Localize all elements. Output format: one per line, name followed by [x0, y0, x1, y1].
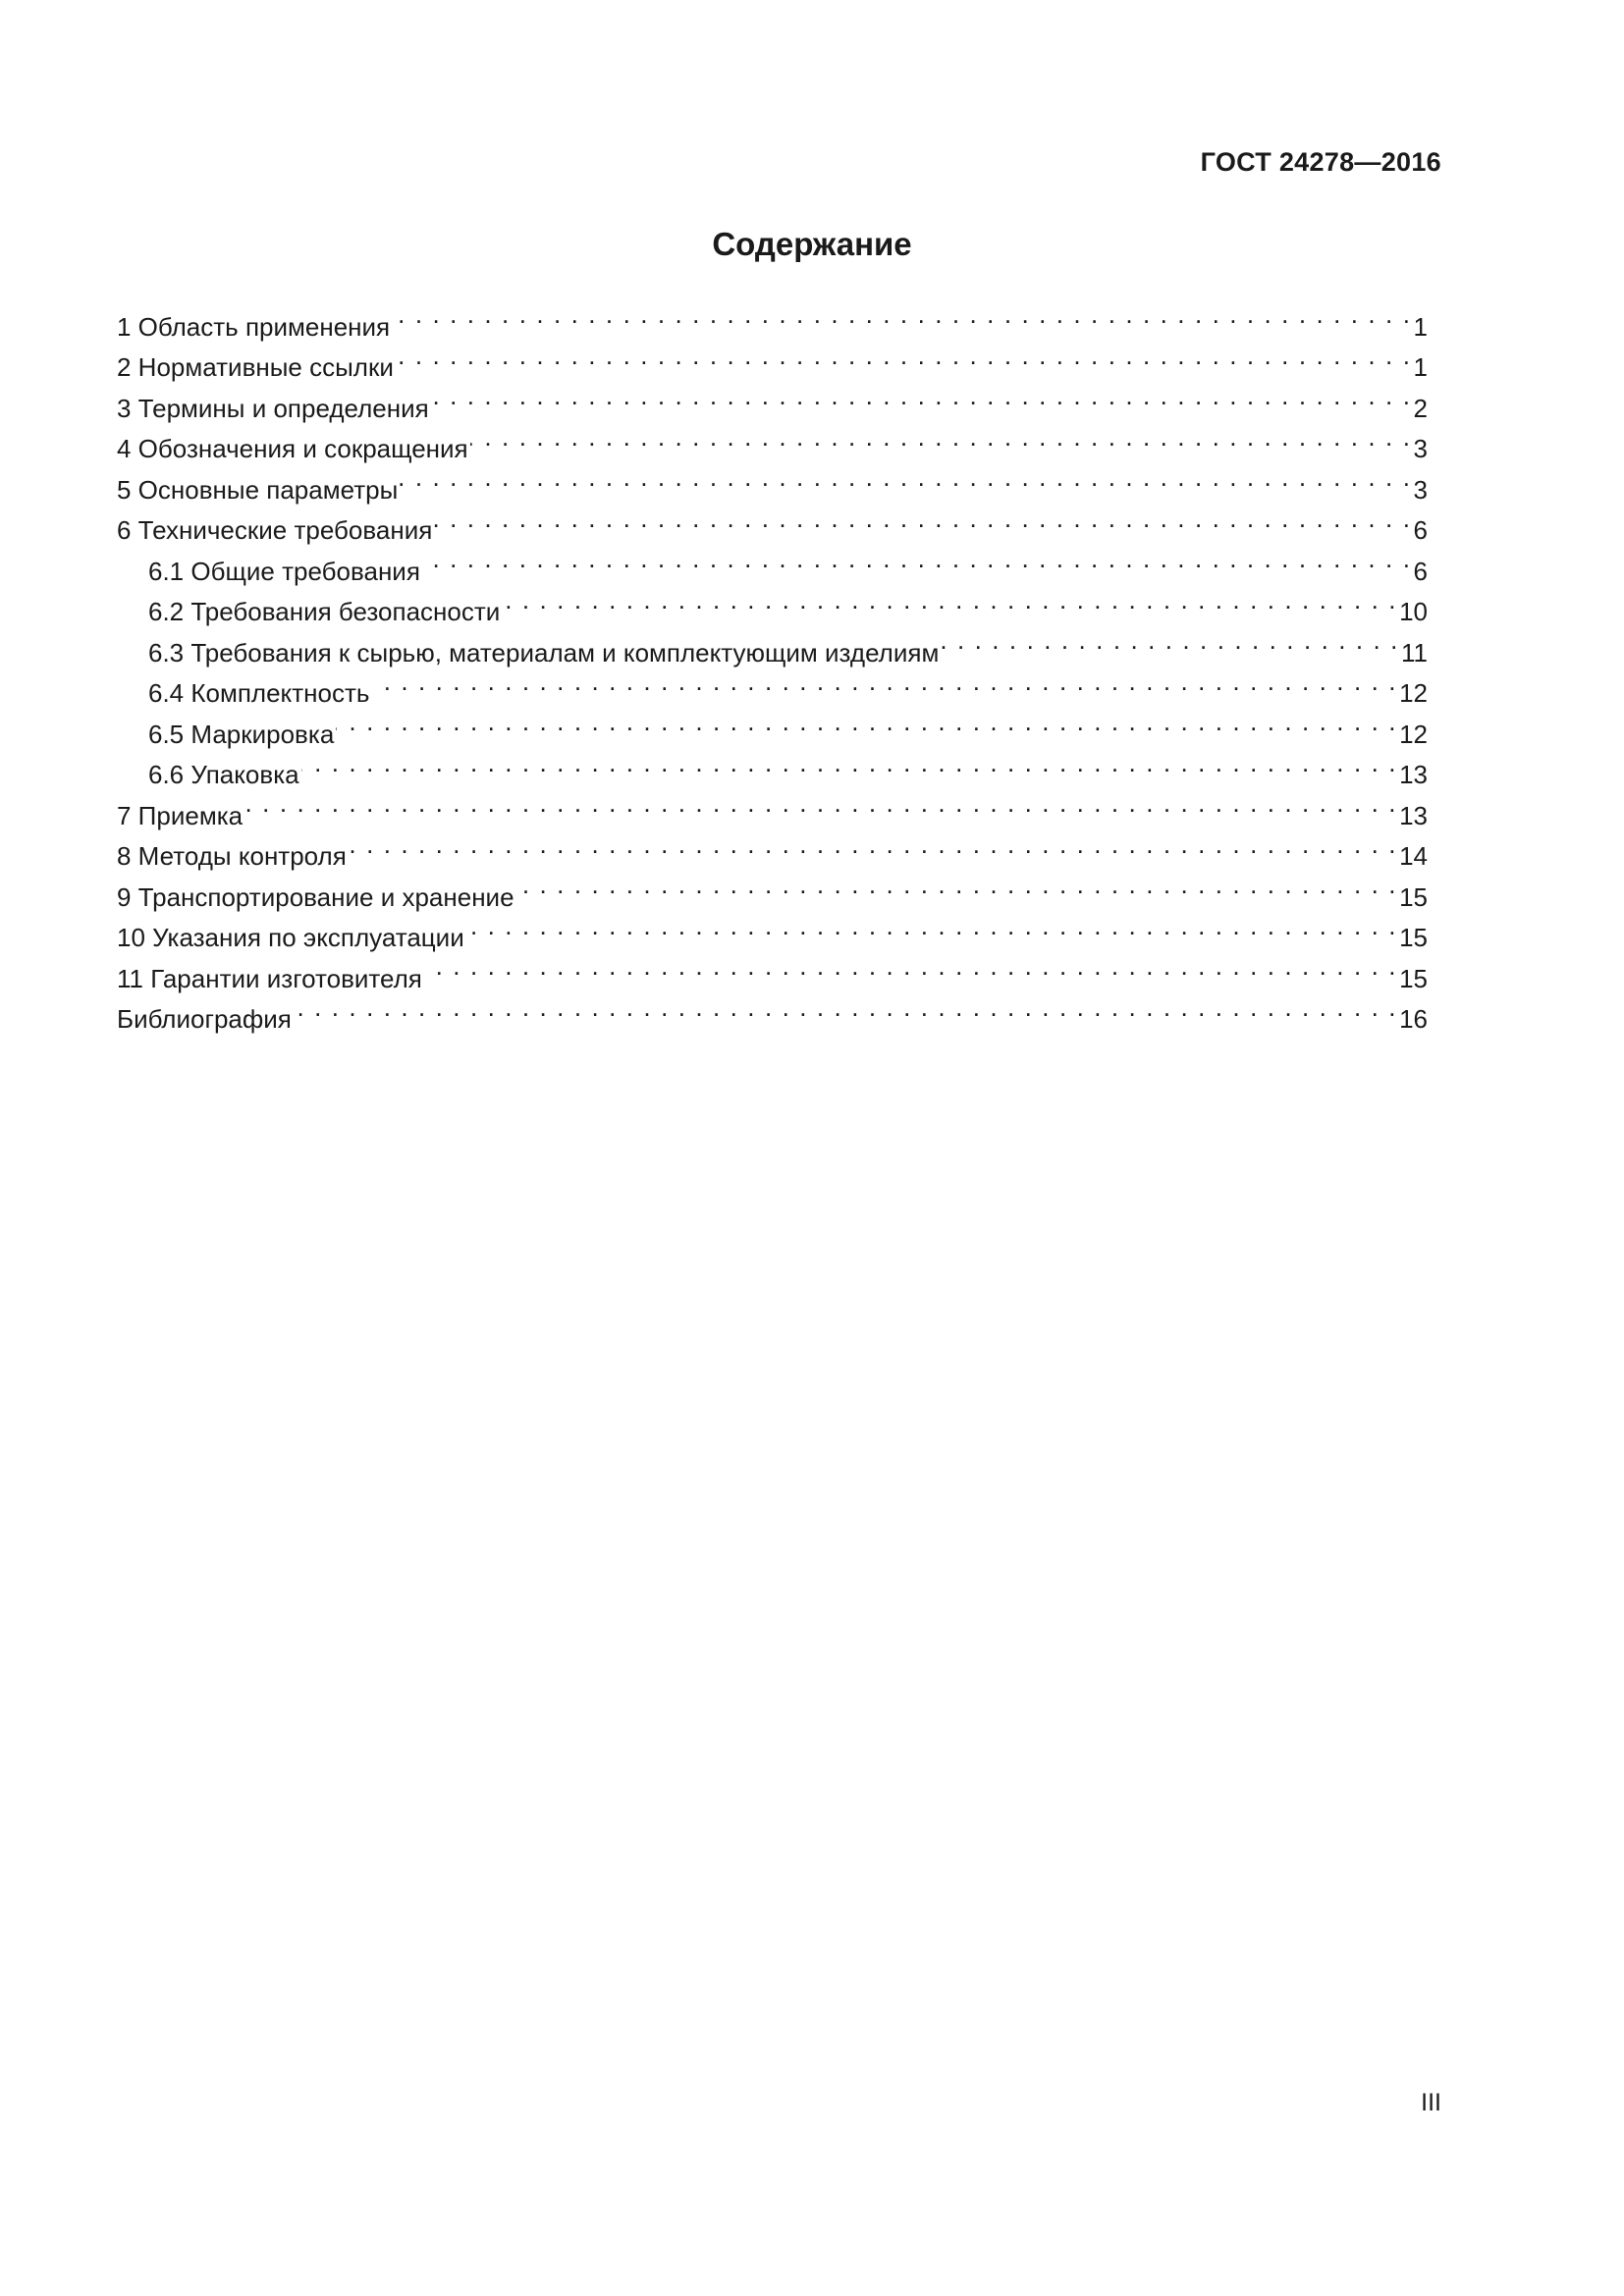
toc-entry[interactable] [117, 294, 1428, 342]
toc-entry-page: 11 [1401, 637, 1428, 667]
toc-entry-label: 11 Гарантии изготовителя [117, 963, 422, 993]
toc-entry-label: 4 Обозначения и сокращения [117, 434, 468, 463]
toc-entry-label: 6.2 Требования безопасности [148, 597, 501, 626]
toc-leader-dots [349, 825, 1397, 866]
toc-entry-page: 12 [1399, 678, 1428, 708]
toc-leader-dots [424, 946, 1397, 988]
toc-entry-label: 6.4 Комплектность [148, 678, 370, 708]
toc-entry-label: 10 Указания по эксплуатации [117, 923, 464, 952]
toc-leader-dots [466, 906, 1397, 947]
toc-entry-page: 13 [1399, 760, 1428, 789]
toc-entry-label: 6.5 Маркировка [148, 719, 335, 749]
toc-entry-page: 10 [1399, 597, 1428, 626]
toc-leader-dots [434, 499, 1411, 540]
toc-leader-dots [301, 743, 1397, 784]
toc-leader-dots [941, 620, 1399, 662]
toc-leader-dots [392, 294, 1411, 336]
toc-entry-label: 9 Транспортирование и хранение [117, 881, 514, 912]
toc-entry-page: 15 [1399, 923, 1428, 952]
toc-entry-page: 1 [1413, 311, 1428, 342]
toc-entry-label: 2 Нормативные ссылки [117, 352, 394, 382]
toc-leader-dots [244, 783, 1397, 825]
standard-designation: ГОСТ 24278—2016 [1200, 147, 1441, 177]
toc-entry-label: Библиография [117, 1004, 292, 1034]
toc-entry-label: 7 Приемка [117, 800, 244, 830]
toc-entry-page: 13 [1399, 800, 1428, 830]
toc-title: Содержание [712, 226, 912, 262]
toc-leader-dots [516, 865, 1398, 906]
toc-entry-label: 6.3 Требования к сырью, материалам и комплектующим изделиям [148, 637, 940, 667]
table-of-contents [117, 294, 1428, 1034]
toc-entry[interactable] [117, 825, 1428, 871]
toc-entry-page: 16 [1399, 1004, 1428, 1034]
toc-entry[interactable] [117, 988, 1428, 1034]
toc-entry-label: 5 Основные параметры [117, 474, 399, 505]
toc-leader-dots [470, 417, 1412, 458]
toc-entry-page: 15 [1399, 881, 1428, 912]
toc-entry-page: 2 [1413, 393, 1428, 423]
toc-entry-page: 6 [1413, 515, 1428, 545]
toc-entry-label: 8 Методы контроля [117, 841, 347, 871]
toc-entry-label: 3 Термины и определения [117, 393, 429, 423]
toc-leader-dots [502, 580, 1397, 621]
toc-entry-label: 6.1 Общие требования [148, 556, 420, 586]
toc-leader-dots [294, 988, 1397, 1029]
toc-entry[interactable] [117, 783, 1428, 830]
toc-entry-page: 14 [1399, 841, 1428, 871]
toc-leader-dots [396, 336, 1412, 377]
toc-entry-label: 6 Технические требования [117, 515, 433, 545]
toc-entry-page: 15 [1399, 963, 1428, 993]
toc-leader-dots [336, 702, 1397, 743]
toc-entry-label: 6.6 Упаковка [148, 760, 299, 789]
page-number: III [1421, 2089, 1441, 2116]
toc-leader-dots [371, 662, 1397, 703]
toc-entry-page: 1 [1413, 352, 1428, 382]
toc-leader-dots [422, 539, 1412, 580]
toc-leader-dots [431, 376, 1412, 417]
toc-entry-label: 1 Область применения [117, 311, 391, 342]
toc-entry-page: 3 [1413, 474, 1428, 505]
toc-entry-page: 12 [1399, 719, 1428, 749]
toc-entry-page: 3 [1413, 434, 1428, 463]
toc-entry-page: 6 [1413, 556, 1428, 586]
toc-leader-dots [400, 457, 1411, 499]
toc-subentry[interactable] [117, 743, 1428, 789]
